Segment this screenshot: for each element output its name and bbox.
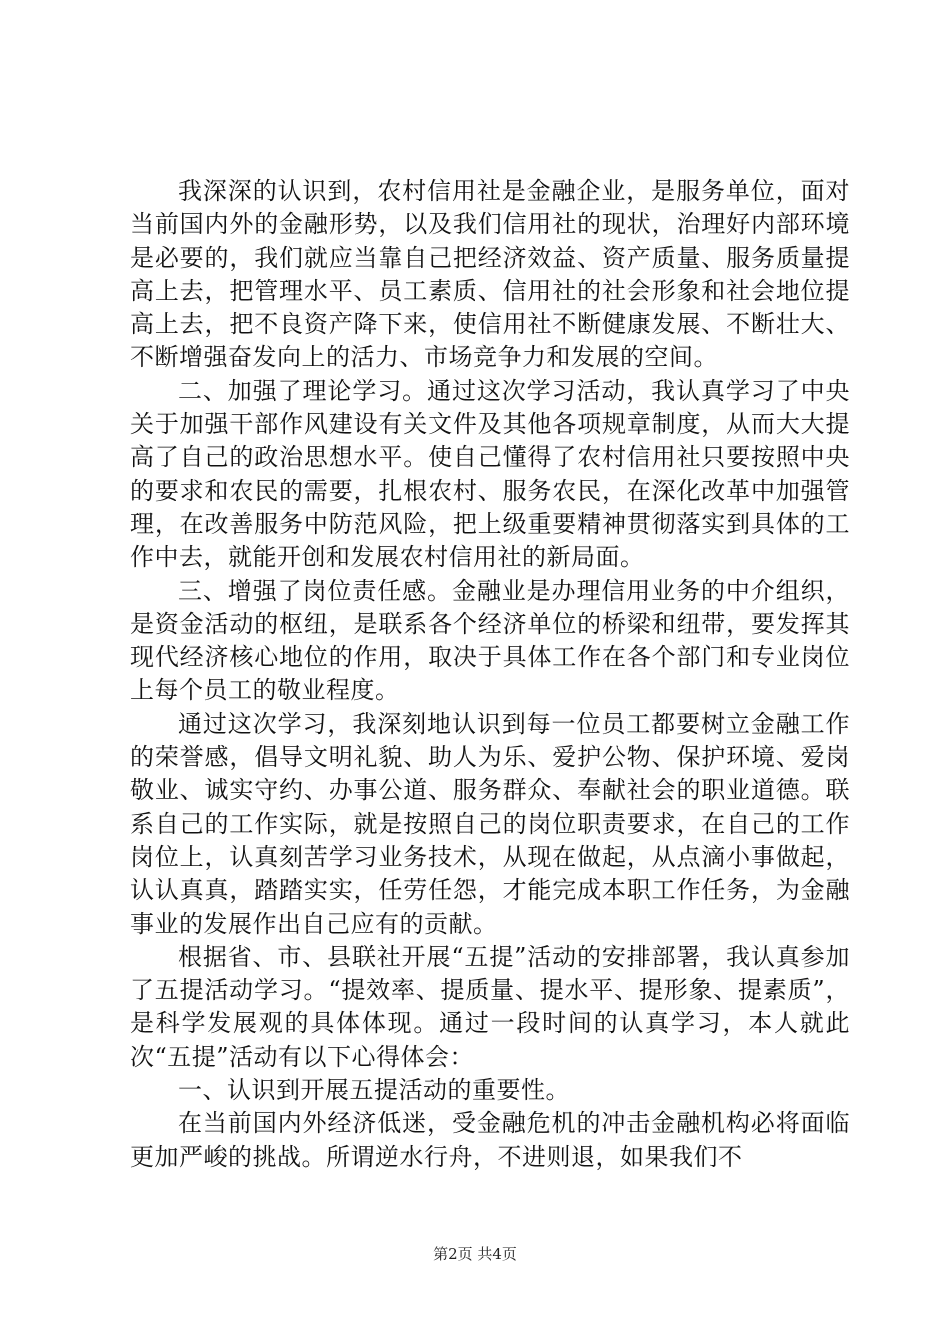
paragraph-6: 一、认识到开展五提活动的重要性。 [178,1076,570,1105]
page-footer: 第2页 共4页 [433,1245,517,1263]
paragraph-2: 二、加强了理论学习。通过这次学习活动，我认真学习了中央关于加强干部作风建设有关文件及其他各项规章制度，从而大大提高了自己的政治思想水平。使自己懂得了农村信用社只要按照中央的要求和农民的需要，扎根农村、服务农民，在深化改革中加强管理，在改善服务中防范风险，把上级重要精神贯彻落实到具体的工作中去，就能开创和发展农村信用社的新局面。 [130,376,850,572]
document-body [130,175,850,1174]
paragraph-1: 我深深的认识到，农村信用社是金融企业，是服务单位，面对当前国内外的金融形势，以及我们信用社的现状，治理好内部环境是必要的，我们就应当靠自己把经济效益、资产质量、服务质量提高上去，把管理水平、员工素质、信用社的社会形象和社会地位提高上去，把不良资产降下来，使信用社不断健康发展、不断壮大、不断增强奋发向上的活力、市场竞争力和发展的空间。 [130,177,850,372]
paragraph-7: 在当前国内外经济低迷，受金融危机的冲击金融机构必将面临更加严峻的挑战。所谓逆水行舟，不进则退，如果我们不 [130,1109,850,1171]
paragraph-3: 三、增强了岗位责任感。金融业是办理信用业务的中介组织，是资金活动的枢纽，是联系各个经济单位的桥梁和纽带，要发挥其现代经济核心地位的作用，取决于具体工作在各个部门和专业岗位上每个员工的敬业程度。 [130,576,850,705]
paragraph-4: 通过这次学习，我深刻地认识到每一位员工都要树立金融工作的荣誉感，倡导文明礼貌、助人为乐、爱护公物、保护环境、爱岗敬业、诚实守约、办事公道、服务群众、奉献社会的职业道德。联系自己的工作实际，就是按照自己的岗位职责要求，在自己的工作岗位上，认真刻苦学习业务技术，从现在做起，从点滴小事做起，认认真真，踏踏实实，任劳任怨，才能完成本职工作任务，为金融事业的发展作出自己应有的贡献。 [130,709,850,938]
paragraph-5: 根据省、市、县联社开展“五提”活动的安排部署，我认真参加了五提活动学习。“提效率、提质量、提水平、提形象、提素质”，是科学发展观的具体体现。通过一段时间的认真学习，本人就此次“五提”活动有以下心得体会： [130,942,850,1071]
